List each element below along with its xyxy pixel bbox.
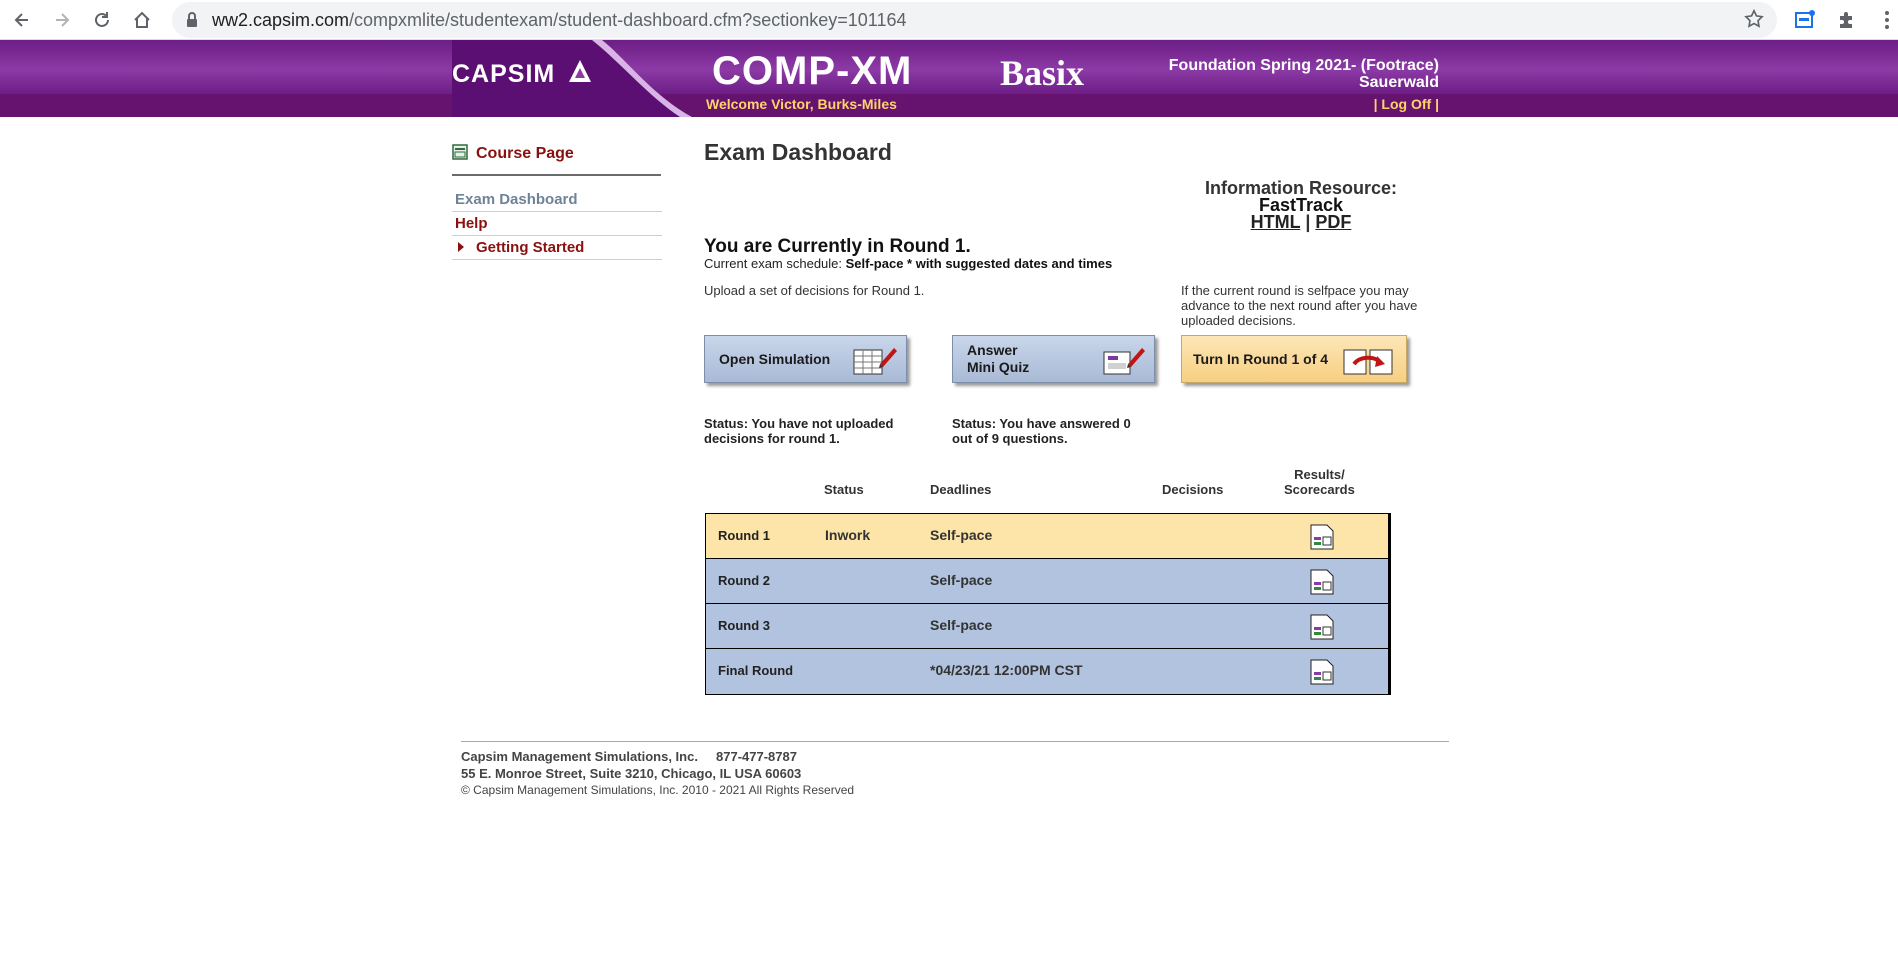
round-name: Final Round (718, 663, 794, 678)
course-page-icon (452, 144, 468, 165)
footer-divider (461, 741, 1449, 742)
sidebar-item-help[interactable]: Help (452, 212, 662, 236)
footer (461, 748, 854, 799)
results-header-line1: Results/ (1294, 467, 1345, 482)
quiz-status: Status: You have answered 0 out of 9 questions. (952, 416, 1131, 446)
expand-arrow-icon (458, 242, 464, 252)
col-header-deadlines: Deadlines (930, 482, 992, 497)
quiz-label-line1: Answer (967, 342, 1018, 358)
welcome-text: Welcome Victor, Burks-Miles (706, 96, 897, 112)
scorecard-icon[interactable] (1309, 568, 1337, 601)
info-resource-heading: Information Resource: (1204, 178, 1398, 198)
getting-started-label: Getting Started (476, 239, 585, 256)
round-name: Round 1 (718, 528, 770, 543)
footer-phone: 877-477-8787 (716, 749, 797, 764)
round-status: Inwork (825, 527, 871, 543)
schedule-value: Self-pace * with suggested dates and times (845, 256, 1113, 271)
table-row (706, 649, 1388, 694)
header-band (0, 40, 1898, 94)
capsim-logo[interactable]: CAPSIM (452, 60, 556, 88)
col-header-results (1284, 467, 1355, 497)
lock-icon (186, 12, 198, 33)
sidebar-item-exam-dashboard[interactable]: Exam Dashboard (452, 188, 662, 212)
round-deadline: *04/23/21 12:00PM CST (930, 662, 1083, 678)
scorecard-icon[interactable] (1309, 658, 1337, 691)
bookmark-star-icon[interactable] (1743, 8, 1765, 35)
open-simulation-label: Open Simulation (719, 350, 831, 367)
turn-in-round-label: Turn In Round 1 of 4 (1193, 350, 1329, 367)
browser-toolbar (0, 0, 1898, 40)
sidebar-divider (452, 174, 661, 176)
sidebar-item-getting-started[interactable] (452, 236, 662, 260)
header-subband (0, 94, 1898, 117)
address-bar[interactable] (172, 2, 1777, 38)
reload-icon[interactable] (86, 4, 118, 36)
sidebar (452, 143, 662, 260)
extension-calendar-icon[interactable] (1789, 4, 1821, 36)
url-text: ww2.capsim.com/compxmlite/studentexam/student-dashboard.cfm?sectionkey=101164 (212, 10, 907, 30)
col-header-decisions: Decisions (1162, 482, 1224, 497)
answer-mini-quiz-button[interactable] (952, 335, 1155, 383)
compxm-logo: COMP-XM (712, 49, 913, 93)
spreadsheet-pencil-icon (850, 342, 898, 381)
scorecard-icon[interactable] (1309, 523, 1337, 556)
quiz-label-line2: Mini Quiz (967, 359, 1030, 375)
round-deadline: Self-pace (930, 527, 993, 543)
submit-documents-icon (1340, 342, 1398, 381)
table-row (706, 559, 1388, 604)
course-page-label: Course Page (476, 145, 574, 162)
round-name: Round 3 (718, 618, 770, 633)
course-title: Foundation Spring 2021- (Footrace) (1168, 57, 1439, 74)
exam-schedule (704, 256, 1112, 271)
footer-copyright: © Capsim Management Simulations, Inc. 2010 - 2021 All Rights Reserved (461, 783, 855, 797)
course-instructor: Sauerwald (1358, 74, 1439, 91)
logoff-link[interactable]: | Log Off | (1373, 96, 1439, 112)
fasttrack-pdf-link[interactable]: PDF (1315, 212, 1352, 232)
info-resource-name: FastTrack (1258, 195, 1344, 215)
home-icon[interactable] (126, 4, 158, 36)
scorecard-icon[interactable] (1309, 613, 1337, 646)
forward-icon[interactable] (46, 4, 78, 36)
course-page-link[interactable] (452, 143, 662, 165)
current-round-heading: You are Currently in Round 1. (704, 236, 971, 257)
simulation-status: Status: You have not uploaded decisions for round 1. (704, 416, 894, 446)
footer-address: 55 E. Monroe Street, Suite 3210, Chicago, IL USA 60603 (461, 766, 802, 781)
back-icon[interactable] (6, 4, 38, 36)
page-title: Exam Dashboard (704, 139, 892, 165)
extensions-puzzle-icon[interactable] (1831, 4, 1863, 36)
browser-menu-icon[interactable] (1871, 4, 1898, 36)
schedule-label: Current exam schedule: (704, 256, 846, 271)
link-separator: | (1305, 212, 1311, 232)
course-name (1169, 57, 1439, 91)
round-deadline: Self-pace (930, 572, 993, 588)
upload-instructions: Upload a set of decisions for Round 1. (704, 283, 925, 298)
site-header (0, 40, 1898, 117)
capsim-triangle-icon (567, 58, 593, 84)
table-row (706, 604, 1388, 649)
round-deadline: Self-pace (930, 617, 993, 633)
advance-instructions: If the current round is selfpace you may advance to the next round after you have uploaded decisions. (1181, 283, 1418, 328)
turn-in-round-button[interactable] (1181, 335, 1407, 383)
footer-company: Capsim Management Simulations, Inc. (461, 749, 698, 764)
table-row (706, 514, 1388, 559)
answer-mini-quiz-label (967, 342, 1029, 376)
fasttrack-html-link[interactable]: HTML (1250, 212, 1301, 232)
footer-company-line (461, 748, 854, 765)
open-simulation-button[interactable] (704, 335, 907, 383)
information-resource (1168, 180, 1434, 231)
col-header-status: Status (824, 482, 864, 497)
round-name: Round 2 (718, 573, 770, 588)
document-pencil-icon (1098, 342, 1146, 381)
rounds-table (705, 513, 1391, 695)
info-resource-links (1168, 214, 1434, 231)
basix-logo: Basix (1000, 53, 1085, 93)
results-header-line2: Scorecards (1284, 482, 1355, 497)
